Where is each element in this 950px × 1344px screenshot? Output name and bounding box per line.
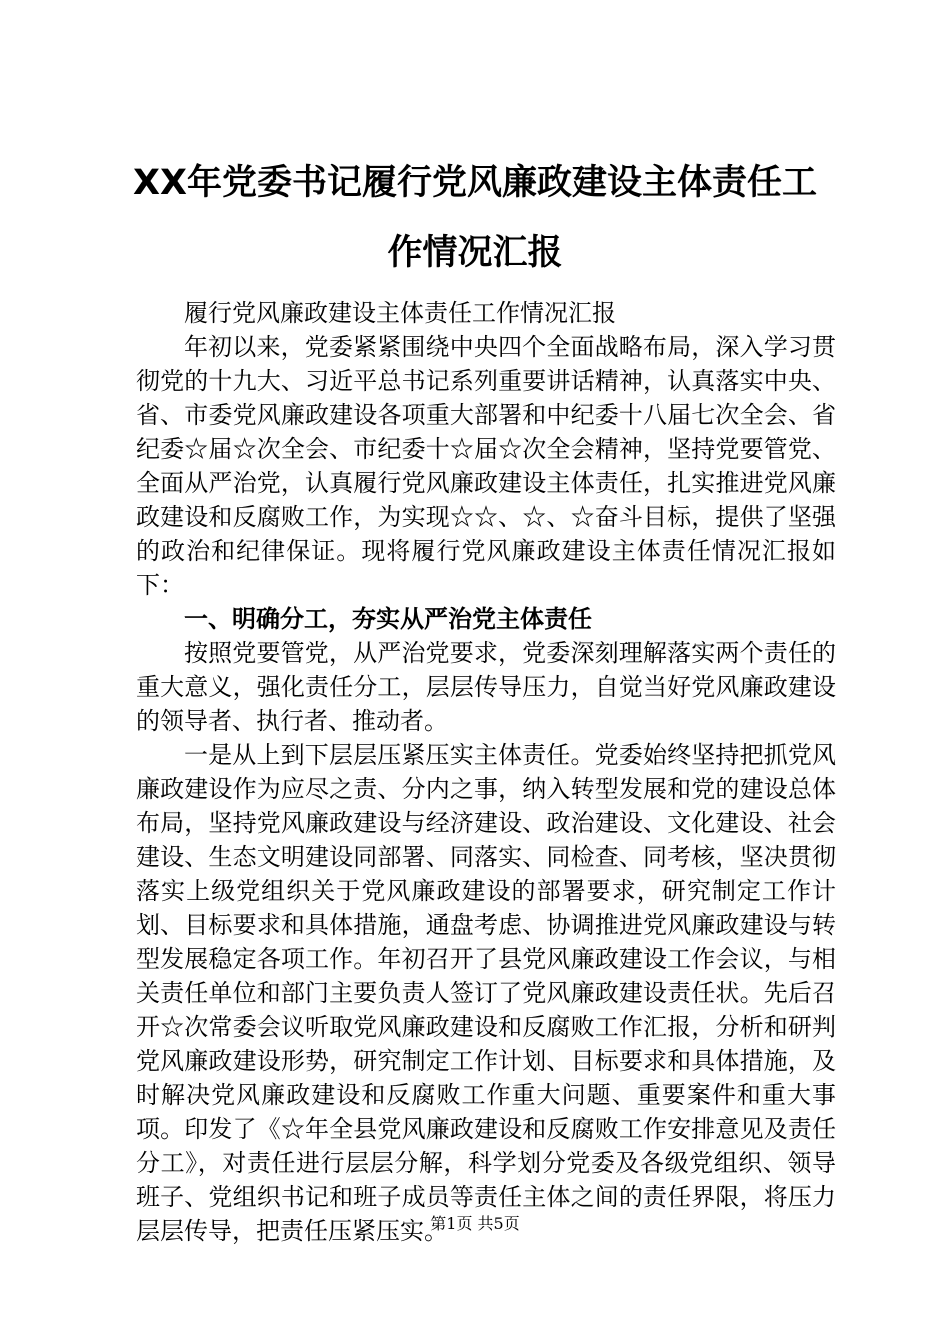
section-paragraph: 按照党要管党，从严治党要求，党委深刻理解落实两个责任的重大意义，强化责任分工，层层传导压力，自觉当好党风廉政建设的领导者、执行者、推动者。 <box>136 639 836 735</box>
page-footer: 第1页 共5页 <box>430 1214 520 1233</box>
section-paragraph: 一是从上到下层层压紧压实主体责任。党委始终坚持把抓党风廉政建设作为应尽之责、分内之事，纳入转型发展和党的建设总体布局，坚持党风廉政建设与经济建设、政治建设、文化建设、社会建设、生态文明建设同部署、同落实、同检查、同考核，坚决贯彻落实上级党组织关于党风廉政建设的部署要求，研究制定工作计划、目标要求和具体措施，通盘考虑、协调推进党风廉政建设与转型发展稳定各项工作。年初召开了县党风廉政建设工作会议，与相关责任单位和部门主要负责人签订了党风廉政建设责任状。先后召开☆次常委会议听取党风廉政建设和反腐败工作汇报，分析和研判党风廉政建设形势，研究制定工作计划、目标要求和具体措施，及时解决党风廉政建设和反腐败工作重大问题、重要案件和重大事项。印发了《☆年全县党风廉政建设和反腐败工作安排意见及责任分工》，对责任进行层层分解，科学划分党委及各级党组织、领导班子、党组织书记和班子成员等责任主体之间的责任界限，将压力层层传导，把责任压紧压实。 <box>136 741 836 1245</box>
subtitle-paragraph: 履行党风廉政建设主体责任工作情况汇报 <box>184 299 616 327</box>
page-title: XX年党委书记履行党风廉政建设主体责任工作情况汇报 <box>133 163 817 273</box>
section-heading: 一、明确分工，夯实从严治党主体责任 <box>184 605 592 633</box>
intro-paragraph: 年初以来，党委紧紧围绕中央四个全面战略布局，深入学习贯彻党的十九大、习近平总书记系列重要讲话精神，认真落实中央、省、市委党风廉政建设各项重大部署和中纪委十八届七次全会、省纪委☆届☆次全会、市纪委十☆届☆次全会精神，坚持党要管党、全面从严治党，认真履行党风廉政建设主体责任，扎实推进党风廉政建设和反腐败工作，为实现☆☆、☆、☆奋斗目标，提供了坚强的政治和纪律保证。现将履行党风廉政建设主体责任情况汇报如下： <box>136 333 836 599</box>
document-body <box>136 296 836 1248</box>
